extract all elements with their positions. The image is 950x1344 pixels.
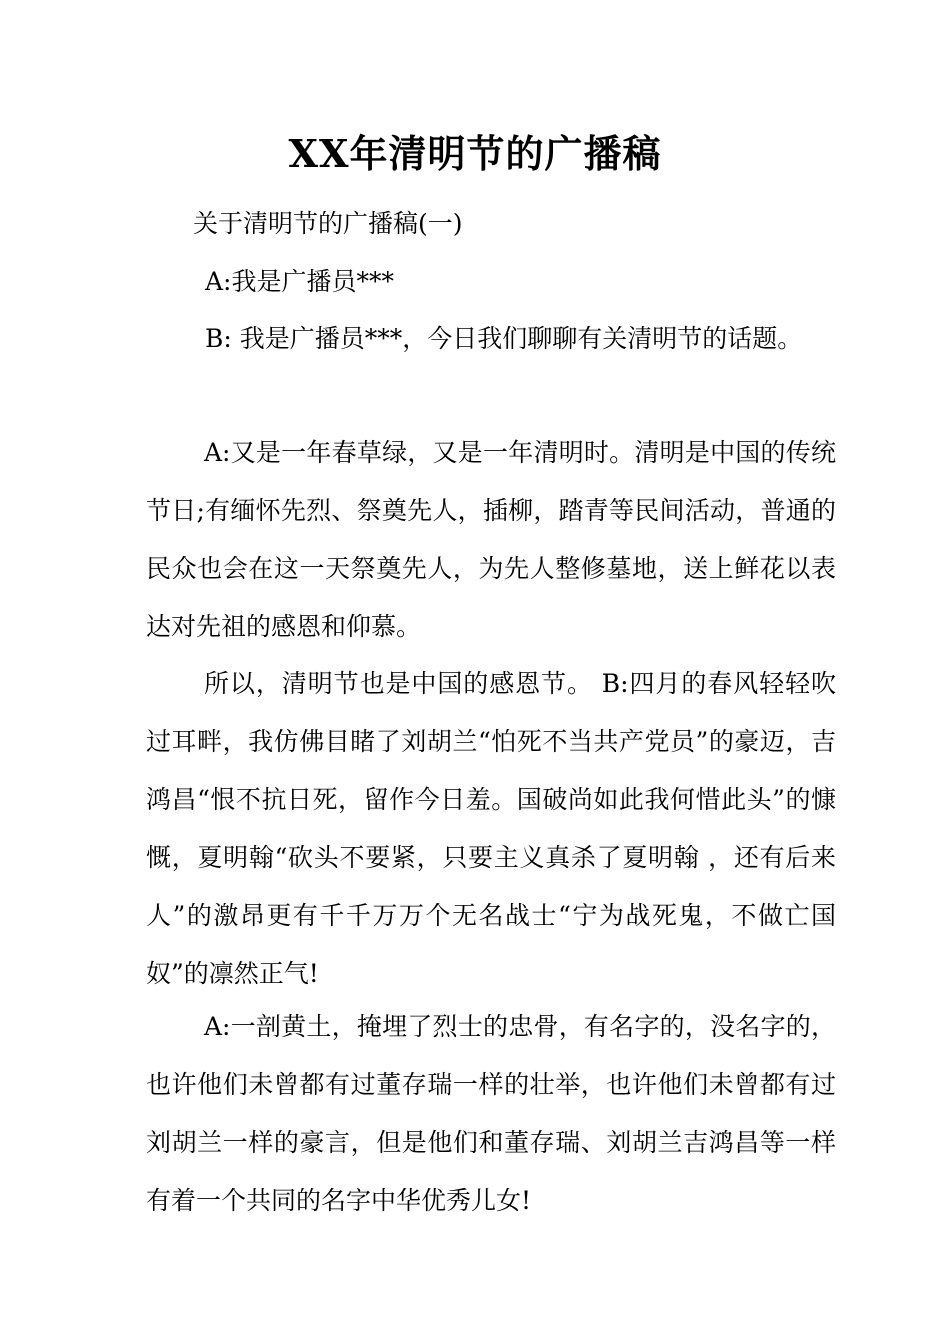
subtitle-line: 关于清明节的广播稿(一) — [193, 209, 463, 238]
document-title: XX年清明节的广播稿 — [288, 131, 662, 176]
paragraph-3: A:一剖黄土，掩埋了烈士的忠骨，有名字的，没名字的，也许他们未曾都有过董存瑞一样的壮举，也许他们未曾都有过刘胡兰一样的豪言，但是他们和董存瑞、刘胡兰吉鸿昌等一样有着一个共同的名字中华优秀儿女! — [146, 1012, 836, 1215]
speaker-a-intro: A:我是广播员*** — [205, 267, 394, 296]
speaker-b-intro: B: 我是广播员***，今日我们聊聊有关清明节的话题。 — [205, 324, 803, 353]
paragraph-2: 所以，清明节也是中国的感恩节。 B:四月的春风轻轻吹过耳畔，我仿佛目睹了刘胡兰“怕死不当共产党员”的豪迈，吉鸿昌“恨不抗日死，留作今日羞。国破尚如此我何惜此头”的慷慨，夏明翰“砍头不要紧，只要主义真杀了夏明翰 ，还有后来人”的激昂更有千千万万个无名战士“宁为战死鬼，不做亡国奴”的凛然正气! — [146, 669, 836, 988]
paragraph-1: A:又是一年春草绿，又是一年清明时。清明是中国的传统节日;有缅怀先烈、祭奠先人，插柳，踏青等民间活动，普通的民众也会在这一天祭奠先人，为先人整修墓地，送上鲜花以表达对先祖的感恩和仰慕。 — [146, 438, 836, 641]
